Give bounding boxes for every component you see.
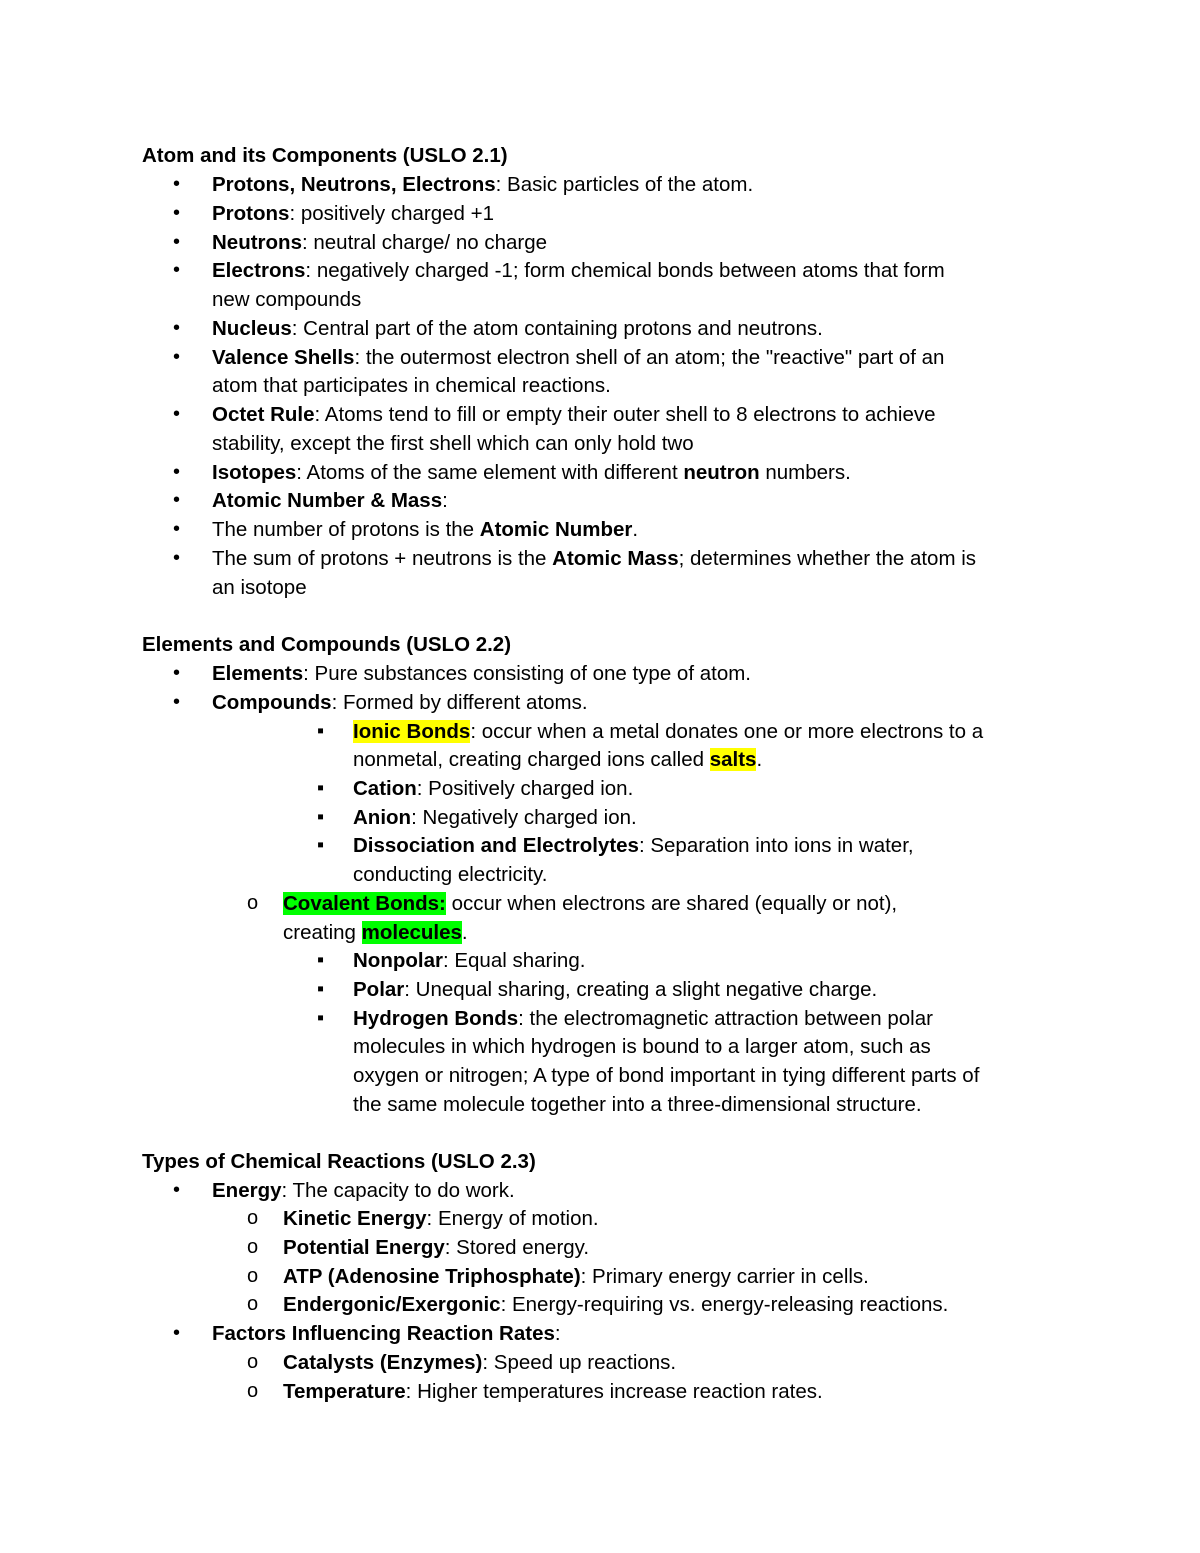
term: Electrons	[212, 259, 306, 282]
definition: : occur when a metal donates one or more electrons to a	[470, 720, 984, 743]
definition: : the outermost electron shell of an atom; the "reactive" part of an	[354, 346, 945, 369]
bullet-disc-icon: •	[173, 173, 181, 195]
term: Octet Rule	[212, 403, 315, 426]
list-item	[353, 1004, 933, 1033]
list-item	[283, 1377, 823, 1406]
list-item	[353, 803, 637, 832]
bullet-circle-icon: o	[247, 1380, 259, 1402]
list-item-continuation: new compounds	[212, 288, 362, 311]
definition: : Formed by different atoms.	[331, 691, 588, 714]
term: Kinetic Energy	[283, 1207, 427, 1230]
list-item	[283, 1233, 589, 1262]
term: Atomic Number	[479, 518, 633, 541]
definition: ; determines whether the atom is	[678, 547, 977, 570]
list-item	[212, 544, 976, 573]
list-item	[212, 314, 823, 343]
term: Factors Influencing Reaction Rates	[212, 1322, 555, 1345]
definition: : Central part of the atom containing protons and neutrons.	[291, 317, 823, 340]
definition: : The capacity to do work.	[281, 1179, 515, 1202]
bullet-square-icon: ▪	[317, 720, 325, 742]
definition: .	[461, 921, 468, 944]
bullet-circle-icon: o	[247, 1351, 259, 1373]
definition: : negatively charged -1; form chemical bonds between atoms that form	[305, 259, 945, 282]
definition: : Separation into ions in water,	[638, 834, 914, 857]
list-item-continuation: the same molecule together into a three-dimensional structure.	[353, 1093, 922, 1116]
list-item-continuation: molecules in which hydrogen is bound to a larger atom, such as	[353, 1035, 931, 1058]
bullet-disc-icon: •	[173, 662, 181, 684]
definition: : Energy-requiring vs. energy-releasing reactions.	[500, 1293, 949, 1316]
bullet-square-icon: ▪	[317, 949, 325, 971]
bullet-disc-icon: •	[173, 1179, 181, 1201]
list-item	[212, 170, 753, 199]
section-heading-atom: Atom and its Components (USLO 2.1)	[142, 144, 508, 167]
definition: : Primary energy carrier in cells.	[580, 1265, 869, 1288]
list-item	[283, 1290, 948, 1319]
list-item-continuation: an isotope	[212, 576, 307, 599]
bullet-disc-icon: •	[173, 1322, 181, 1344]
bullet-disc-icon: •	[173, 317, 181, 339]
list-item	[283, 889, 897, 918]
definition: : Equal sharing.	[442, 949, 586, 972]
list-item	[212, 1319, 561, 1348]
list-item	[353, 975, 877, 1004]
bullet-square-icon: ▪	[317, 777, 325, 799]
list-item	[212, 343, 944, 372]
definition: : Pure substances consisting of one type of atom.	[303, 662, 751, 685]
definition: creating	[283, 921, 362, 944]
bullet-square-icon: ▪	[317, 978, 325, 1000]
term: Isotopes	[212, 461, 297, 484]
section-heading-reactions: Types of Chemical Reactions (USLO 2.3)	[142, 1150, 536, 1173]
definition: : the electromagnetic attraction between polar	[518, 1007, 933, 1030]
list-item	[353, 717, 983, 746]
term: Atomic Mass	[552, 547, 679, 570]
list-item	[212, 256, 945, 285]
list-item	[212, 659, 751, 688]
bullet-circle-icon: o	[247, 1236, 259, 1258]
definition: occur when electrons are shared (equally or not),	[445, 892, 898, 915]
term: Protons, Neutrons, Electrons	[212, 173, 496, 196]
bullet-square-icon: ▪	[317, 834, 325, 856]
definition: : Basic particles of the atom.	[495, 173, 754, 196]
bullet-circle-icon: o	[247, 892, 259, 914]
definition: :	[442, 489, 448, 512]
list-item	[212, 458, 851, 487]
term: Anion	[353, 806, 412, 829]
list-item	[283, 1204, 599, 1233]
definition: : neutral charge/ no charge	[301, 231, 548, 254]
bullet-disc-icon: •	[173, 346, 181, 368]
definition: .	[756, 748, 763, 771]
list-item	[353, 946, 585, 975]
list-item	[353, 774, 633, 803]
list-item	[283, 1348, 676, 1377]
list-item-continuation: stability, except the first shell which can only hold two	[212, 432, 694, 455]
definition: numbers.	[759, 461, 851, 484]
term: ATP (Adenosine Triphosphate)	[283, 1265, 581, 1288]
bullet-disc-icon: •	[173, 691, 181, 713]
term: Catalysts (Enzymes)	[283, 1351, 483, 1374]
definition: : Positively charged ion.	[416, 777, 634, 800]
bullet-disc-icon: •	[173, 231, 181, 253]
list-item	[212, 199, 494, 228]
highlighted-term: Covalent Bonds:	[283, 892, 446, 915]
term: Endergonic/Exergonic	[283, 1293, 501, 1316]
list-item	[212, 486, 448, 515]
definition: : Atoms tend to fill or empty their outer shell to 8 electrons to achieve	[314, 403, 936, 426]
list-item-continuation: oxygen or nitrogen; A type of bond important in tying different parts of	[353, 1064, 980, 1087]
definition: .	[632, 518, 639, 541]
term: Potential Energy	[283, 1236, 445, 1259]
term: Temperature	[283, 1380, 406, 1403]
definition: : Unequal sharing, creating a slight negative charge.	[404, 978, 878, 1001]
definition: : positively charged +1	[289, 202, 495, 225]
term: Nucleus	[212, 317, 292, 340]
definition: : Higher temperatures increase reaction rates.	[405, 1380, 823, 1403]
section-heading-elements: Elements and Compounds (USLO 2.2)	[142, 633, 512, 656]
term: neutron	[683, 461, 760, 484]
list-item-continuation: atom that participates in chemical reactions.	[212, 374, 611, 397]
term: Neutrons	[212, 231, 302, 254]
term: Energy	[212, 1179, 282, 1202]
bullet-circle-icon: o	[247, 1265, 259, 1287]
term: Hydrogen Bonds	[353, 1007, 519, 1030]
definition: :	[554, 1322, 561, 1345]
bullet-square-icon: ▪	[317, 1007, 325, 1029]
bullet-disc-icon: •	[173, 518, 181, 540]
bullet-circle-icon: o	[247, 1207, 259, 1229]
bullet-disc-icon: •	[173, 461, 181, 483]
definition: : Speed up reactions.	[482, 1351, 677, 1374]
highlighted-term: Ionic Bonds	[353, 720, 471, 743]
term: Polar	[353, 978, 405, 1001]
bullet-disc-icon: •	[173, 403, 181, 425]
highlighted-term: salts	[709, 748, 757, 771]
definition: : Stored energy.	[444, 1236, 590, 1259]
definition: nonmetal, creating charged ions called	[353, 748, 710, 771]
term: Compounds	[212, 691, 332, 714]
bullet-square-icon: ▪	[317, 806, 325, 828]
bullet-disc-icon: •	[173, 489, 181, 511]
bullet-circle-icon: o	[247, 1293, 259, 1315]
list-item	[283, 1262, 869, 1291]
definition: : Atoms of the same element with different	[296, 461, 684, 484]
list-item	[353, 831, 914, 860]
term: Nonpolar	[353, 949, 443, 972]
highlighted-term: molecules	[361, 921, 462, 944]
term: Cation	[353, 777, 417, 800]
definition: The sum of protons + neutrons is the	[212, 547, 553, 570]
term: Elements	[212, 662, 304, 685]
definition: : Energy of motion.	[426, 1207, 599, 1230]
list-item	[212, 400, 936, 429]
definition: : Negatively charged ion.	[411, 806, 637, 829]
list-item-continuation	[353, 745, 762, 774]
list-item-continuation: conducting electricity.	[353, 863, 548, 886]
list-item-continuation	[283, 918, 468, 947]
term: Protons	[212, 202, 290, 225]
term: Dissociation and Electrolytes	[353, 834, 639, 857]
list-item	[212, 228, 547, 257]
term: Valence Shells	[212, 346, 355, 369]
list-item	[212, 515, 638, 544]
bullet-disc-icon: •	[173, 259, 181, 281]
bullet-disc-icon: •	[173, 547, 181, 569]
definition: The number of protons is the	[212, 518, 480, 541]
list-item	[212, 1176, 515, 1205]
list-item	[212, 688, 588, 717]
term: Atomic Number & Mass	[212, 489, 443, 512]
bullet-disc-icon: •	[173, 202, 181, 224]
